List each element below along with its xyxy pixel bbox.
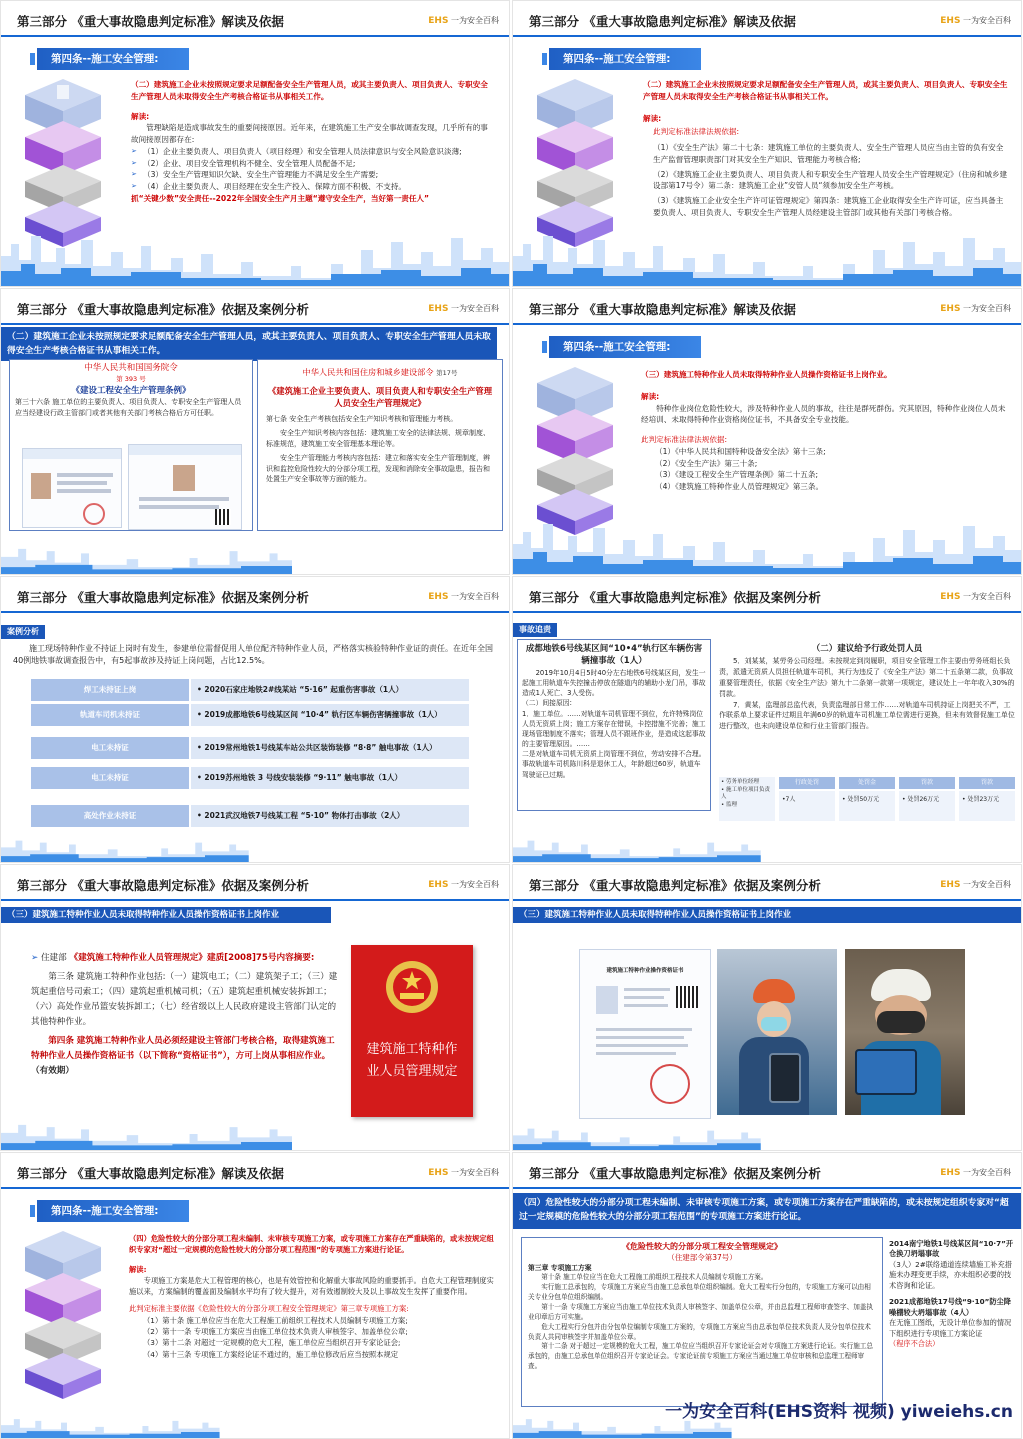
slide-title: 第三部分 《重大事故隐患判定标准》依据及案例分析 xyxy=(529,1166,821,1181)
section-tag: 第四条--施工安全管理: xyxy=(37,48,189,70)
article-paragraph: 危大工程实行分包并由分包单位编制专项施工方案的，专项施工方案应当由总承包单位技术负责人及分包单位技术负责人共同审核签字并加盖单位公章。 xyxy=(528,1322,871,1341)
brand-logo: EHS 一为安全百科 xyxy=(428,304,499,314)
regulation-panel xyxy=(521,1237,883,1407)
header-divider xyxy=(1,323,509,325)
slide-header xyxy=(1,289,509,327)
city-skyline-graphic xyxy=(513,828,761,862)
order-number: 第 393 号 xyxy=(116,374,146,383)
city-skyline-graphic xyxy=(513,1116,761,1150)
interpretation-paragraph: 管理缺陷是造成事故发生的重要间接原因。近年来，在建筑施工生产安全事故调查发现，几乎所有的事故间接原因都存在: xyxy=(131,123,488,145)
list-item: （2）第十一条 专项施工方案应当由施工单位技术负责人审核签字、加盖单位公章; xyxy=(143,1327,408,1337)
city-skyline-graphic xyxy=(1,828,249,862)
article-3: 第三条 建筑施工特种作业包括:（一）建筑电工；（二）建筑架子工；（三）建筑起重信号司索工；（四）建筑起重机械司机；（五）建筑起重机械安装拆卸工；（六）高处作业吊篮安装拆卸工；（七）经省级以上人民政府建设主管部门认定的其他特种作业。 xyxy=(31,972,338,1028)
slide-title: 第三部分 《重大事故隐患判定标准》依据及案例分析 xyxy=(17,302,309,317)
slide-title: 第三部分 《重大事故隐患判定标准》解读及依据 xyxy=(17,14,284,29)
case-title: 2014南宁地铁1号线某区间“10·7”开仓换刀坍塌事故 xyxy=(889,1239,1014,1259)
slide-title: 第三部分 《重大事故隐患判定标准》依据及案例分析 xyxy=(529,590,821,605)
interpretation-label: 解读: xyxy=(129,1264,147,1274)
brand-logo: EHS 一为安全百科 xyxy=(940,1168,1011,1178)
violation-type: 高处作业未持证 xyxy=(31,805,189,827)
penalty-table xyxy=(719,777,1015,821)
slide-title: 第三部分 《重大事故隐患判定标准》解读及依据 xyxy=(17,1166,284,1181)
slide-header xyxy=(513,577,1021,615)
slide-2 xyxy=(512,0,1022,287)
list-item: （3）《建设工程安全生产管理条例》第二十五条; xyxy=(655,470,819,480)
table-cell: • 处罚23万元 xyxy=(959,791,1015,821)
slide-title: 第三部分 《重大事故隐患判定标准》依据及案例分析 xyxy=(17,878,309,893)
violation-type: 焊工未持证上岗 xyxy=(31,679,189,701)
slide-header xyxy=(1,865,509,903)
regulation-book-cover xyxy=(351,945,473,1117)
list-item: ➢ （3）安全生产管理知识欠缺、安全生产管理能力不满足安全生产需要; xyxy=(131,169,493,181)
table-cell: •7人 xyxy=(779,791,835,821)
issuer: 中华人民共和国国务院令 xyxy=(84,363,178,373)
case-subheading: （二）间接原因: xyxy=(522,699,572,708)
case-panel xyxy=(517,639,711,811)
slide-3 xyxy=(0,288,510,575)
header-divider xyxy=(1,1187,509,1189)
header-divider xyxy=(513,35,1021,37)
slide-10 xyxy=(512,1152,1022,1439)
header-divider xyxy=(1,899,509,901)
article-paragraph: 安全生产管理能力考核内容包括：建立和落实安全生产管理制度，辨识和监控危险性较大的分部分项工程，发现和消除安全事故隐患，报告和处置生产安全事故等方面的能力。 xyxy=(266,454,490,484)
table-header: 罚款 xyxy=(899,777,955,789)
table-row xyxy=(31,767,469,789)
slide-header xyxy=(513,1,1021,39)
article-4: 第四条 建筑施工特种作业人员必须经建设主管部门考核合格，取得建筑施工特种作业人员操作资格证书（以下简称“资格证书”），方可上岗从事相应作业。 （有效期） xyxy=(31,1036,335,1077)
violation-type: 电工未持证 xyxy=(31,767,189,789)
slide-body xyxy=(131,79,493,205)
list-item: （1）《中华人民共和国特种设备安全法》第十三条; xyxy=(655,446,826,456)
stacked-cubes-graphic xyxy=(19,1225,107,1400)
slide-8 xyxy=(512,864,1022,1151)
list-item: （4）《建筑施工特种作业人员管理规定》第三条。 xyxy=(655,482,824,492)
certificate-title: 建筑施工特种作业操作资格证书 xyxy=(606,968,684,974)
site-watermark: 一为安全百科(EHS资料 视频) yiweiehs.cn xyxy=(665,1402,1013,1422)
regulation-name: 《建设工程安全生产管理条例》 xyxy=(71,385,191,396)
worker-photo xyxy=(717,949,837,1115)
issuer: 中华人民共和国住房和城乡建设部令 第17号 xyxy=(302,367,458,377)
slide-6 xyxy=(512,576,1022,863)
case-summary: 2019年10月4日5时40分左右地铁6号线某区间，发生一起施工用轨道车失控撞击停放在隧道内的辅助小龙门吊，事故造成1人死亡、3人受伤。 xyxy=(522,668,706,698)
condition-strip: （三）建筑施工特种作业人员未取得特种作业人员操作资格证书上岗作业 xyxy=(513,907,1021,923)
interpretation-label: 解读: xyxy=(643,113,662,123)
accountability-label: 事故追责 xyxy=(513,623,557,637)
list-item: （1）《安全生产法》第二十七条：建筑施工单位的主要负责人、安全生产管理人员应当由主管的负有安全生产监督管理职责部门对其安全生产知识、管理能力考核合格; xyxy=(653,143,1004,164)
slide-title: 第三部分 《重大事故隐患判定标准》依据及案例分析 xyxy=(17,590,309,605)
table-row xyxy=(31,805,469,827)
penalty-paragraph: 5．刘某某，某劳务公司经理。未按规定到岗履职，项目安全管理工作主要由劳务班组长负责，派遣无资质人员担任轨道车司机，其行为违反了《安全生产法》第二十五条第二款，负事故重要管理责任，依据《安全生产法》第九十二条第一款第一项规定，建议处上一年年收入30%的罚款。 xyxy=(719,657,1015,698)
slide-1 xyxy=(0,0,510,287)
legal-basis-title: 此判定标准法律法规依据: xyxy=(641,435,728,445)
table-row xyxy=(31,704,469,726)
slide-body xyxy=(641,369,1007,493)
condition-strip: （四）危险性较大的分部分项工程未编制、未审核专项施工方案，或专项施工方案存在严重缺陷的，或未按规定组织专家对“超过一定规模的危险性较大的分部分项工程范围”的专项施工方案进行论证。 xyxy=(513,1193,1021,1229)
city-skyline-graphic xyxy=(513,216,1022,286)
condition-heading: （四）危险性较大的分部分项工程未编制、未审核专项施工方案，或专项施工方案存在严重缺陷的，或未按规定组织专家对“超过一定规模的危险性较大的分部分项工程范围”的专项施工方案进行论证。 xyxy=(129,1234,494,1255)
excerpt-intro: ➢ 住建部 《建筑施工特种作业人员管理规定》建质[2008]75号内容摘要: xyxy=(31,953,315,963)
city-skyline-graphic xyxy=(1,216,510,286)
condition-heading: （三）建筑施工特种作业人员未取得特种作业人员操作资格证书上岗作业。 xyxy=(641,370,892,379)
regulation-excerpt xyxy=(31,951,343,1079)
accident-case: • 2019成都地铁6号线某区间 “10·4” 轨行区车辆伤害辆撞事故（1人） xyxy=(191,704,469,726)
list-item: ➢ （4）企业主要负责人、项目经理在安全生产投入、保障方面不积极、不支持。 xyxy=(131,181,493,193)
certificate-image xyxy=(128,444,242,530)
article-paragraph: 安全生产知识考核内容包括：建筑施工安全的法律法规、规章制度、标准规范，建筑施工安全管理基本理论等。 xyxy=(266,429,490,448)
table-header: 处罚金 xyxy=(839,777,895,789)
city-skyline-graphic xyxy=(513,504,1022,574)
header-divider xyxy=(1,35,509,37)
article-heading: 第七条 安全生产考核包括安全生产知识考核和管理能力考核。 xyxy=(266,414,458,423)
header-divider xyxy=(513,1187,1021,1189)
section-tag: 第四条--施工安全管理: xyxy=(549,48,701,70)
penalty-title: （二）建议给予行政处罚人员 xyxy=(811,644,923,654)
header-divider xyxy=(513,323,1021,325)
section-tag: 第四条--施工安全管理: xyxy=(37,1200,189,1222)
slide-4 xyxy=(512,288,1022,575)
city-skyline-graphic xyxy=(1,534,292,574)
case-title: 2021成都地铁17号线“9·10”防尘降噪棚较大坍塌事故（4人） xyxy=(889,1297,1011,1317)
case-text: （3人）2#联络通道连续墙施工补充措施未办理变更手续，亦未组织必要的技术咨询和论证。 xyxy=(889,1259,1012,1290)
condition-strip: （二）建筑施工企业未按照规定要求足额配备安全生产管理人员，或其主要负责人、项目负责人、专职安全生产管理人员未取得安全生产考核合格证书从事相关工作。 xyxy=(1,327,497,361)
table-header: 行政处罚 xyxy=(779,777,835,789)
chapter-title: 第三章 专项施工方案 xyxy=(528,1264,592,1272)
slide-body xyxy=(643,79,1009,219)
certificate-image xyxy=(22,448,122,528)
accident-case: • 2019常州地铁1号线某车站公共区装饰装修 “8·8” 触电事故（1人） xyxy=(191,737,469,759)
slide-title: 第三部分 《重大事故隐患判定标准》解读及依据 xyxy=(529,302,796,317)
list-item: （3）《建筑施工企业安全生产许可证管理规定》第四条：建筑施工企业取得安全生产许可证，应当具备主要负责人、项目负责人、专职安全生产管理人员经建设主管部门或其他有关部门考核合格。 xyxy=(653,196,1004,217)
national-emblem-icon xyxy=(382,957,442,1017)
table-cell: • 劳务单位经理 • 施工单位项目负责人 • 监理 xyxy=(719,777,775,821)
brand-logo: EHS 一为安全百科 xyxy=(940,880,1011,890)
table-header: 罚款 xyxy=(959,777,1015,789)
case-cause: 1．施工单位。……对轨道车司机管理不到位，允许特殊岗位人员无资质上岗；施工方案存在错误，卡控措施不完善；施工现场管理制度不落实；管理人员不跟班作业，是造成这起事故的主要管理原因。…… xyxy=(522,709,706,749)
accident-case: • 2019苏州地铁 3 号线安装装修 “9·11” 触电事故（1人） xyxy=(191,767,469,789)
article-paragraph: 实行施工总承包的，专项施工方案应当由施工总承包单位组织编制。危大工程实行分包的，专项施工方案可以由相关专业分包单位组织编制。 xyxy=(528,1283,871,1301)
brand-logo: EHS 一为安全百科 xyxy=(940,304,1011,314)
city-skyline-graphic xyxy=(1,1408,220,1438)
case-title: 成都地铁6号线某区间“10•4”轨行区车辆伤害辆撞事故（1人） xyxy=(525,644,703,666)
table-row xyxy=(31,737,469,759)
brand-logo: EHS 一为安全百科 xyxy=(940,592,1011,602)
accident-case: • 2021武汉地铁7号线某工程 “5·10” 物体打击事故（2人） xyxy=(191,805,469,827)
legal-basis-title: 此判定标准主要依据《危险性较大的分部分项工程安全管理规定》第三章专项施工方案: xyxy=(129,1304,409,1314)
article-paragraph: 第十二条 对于超过一定规模的危大工程，施工单位应当组织召开专家论证会对专项施工方案进行论证。实行施工总承包的，由施工总承包单位组织召开专家论证会。专家论证前专项施工方案应当通过施工单位审核和总监理工程师审查。 xyxy=(528,1342,873,1371)
right-regulation-panel xyxy=(257,359,503,531)
brand-logo: EHS 一为安全百科 xyxy=(428,1168,499,1178)
slide-5 xyxy=(0,576,510,863)
regulation-name: 《建筑施工企业主要负责人、项目负责人和专职安全生产管理人员安全生产管理规定》 xyxy=(267,385,493,409)
list-item: （2）《安全生产法》第三十条; xyxy=(655,458,758,468)
slide-header xyxy=(1,1,509,39)
slide-title: 第三部分 《重大事故隐患判定标准》解读及依据 xyxy=(529,14,796,29)
city-skyline-graphic xyxy=(1,1110,292,1150)
brand-logo: EHS 一为安全百科 xyxy=(940,16,1011,26)
list-item: ➢ （2）企业、项目安全管理机构不健全、安全管理人员配备不足; xyxy=(131,158,493,170)
condition-heading: （二）建筑施工企业未按照规定要求足额配备安全生产管理人员，或其主要负责人、项目负责人、专职安全生产管理人员未取得安全生产考核合格证书从事相关工作。 xyxy=(643,80,1008,101)
list-item: （2）《建筑施工企业主要负责人、项目负责人和专职安全生产管理人员安全生产管理规定》（住房和城乡建设部第17号令）第二条：建筑施工企业”安管人员“须参加安全生产考核。 xyxy=(653,169,1008,191)
penalty-paragraph: 7．黄某，监理部总监代表，负责监理部日常工作……对轨道车司机持证上岗把关不严，工作联系单上要求证件过期且年满60岁的轨道车司机施工单位需进行更换，但未有效督促施工单位进行整改，也未向建设单位和行业主管部门报告。 xyxy=(719,700,1015,731)
slogan: 抓“关键少数”安全责任--2022年全国安全生产月主题“遵守安全生产，当好第一责任人” xyxy=(131,193,429,203)
cause-list xyxy=(131,146,493,193)
interpretation-label: 解读: xyxy=(641,391,660,401)
slide-9 xyxy=(0,1152,510,1439)
case-column xyxy=(889,1239,1017,1349)
slide-header xyxy=(513,865,1021,903)
left-regulation-panel xyxy=(9,359,253,531)
legal-basis-title: 此判定标准法律法规依据: xyxy=(653,127,740,137)
slide-7 xyxy=(0,864,510,1151)
list-item: （4）第十三条 专项施工方案经论证不通过的，施工单位修改后应当按照本规定 xyxy=(143,1349,399,1359)
brand-logo: EHS 一为安全百科 xyxy=(428,16,499,26)
condition-strip: （三）建筑施工特种作业人员未取得特种作业人员操作资格证书上岗作业 xyxy=(1,907,331,923)
violation-type: 轨道车司机未持证 xyxy=(31,704,189,726)
article-paragraph: 第十一条 专项施工方案应当由施工单位技术负责人审核签字、加盖单位公章，并由总监理工程师审查签字、加盖执业印章后方可实施。 xyxy=(528,1302,873,1321)
article-paragraph: 第十条 施工单位应当在危大工程施工前组织工程技术人员编制专项施工方案。 xyxy=(541,1273,768,1282)
slide-header xyxy=(1,577,509,615)
slide-header xyxy=(1,1153,509,1191)
case-analysis-label: 案例分析 xyxy=(1,625,45,639)
condition-heading: （二）建筑施工企业未按照规定要求足额配备安全生产管理人员，或其主要负责人、项目负责人、专职安全生产管理人员未取得安全生产考核合格证书从事相关工作。 xyxy=(131,80,488,101)
list-item: （3）第十二条 对超过一定规模的危大工程，施工单位应当组织召开专家论证会; xyxy=(143,1338,401,1348)
worker-photo xyxy=(845,949,965,1115)
brand-logo: EHS 一为安全百科 xyxy=(428,592,499,602)
slide-header xyxy=(513,289,1021,327)
case-cause: 二是对轨道车司机无资质上岗管理不到位，劳动安排不合理。事故轨道车司机陈川科是退休工人，年龄超过60岁，轨道车驾驶证已过期。 xyxy=(522,750,706,779)
interpretation-paragraph: 专项施工方案是危大工程管理的核心，也是有效管控和化解重大事故风险的重要抓手。自危大工程管理制度实施以来，方案编制的覆盖面及编制水平均有了较大提升，对有效遏制较大及以上事故发生发挥了重要作用。 xyxy=(129,1275,494,1297)
slide-header xyxy=(513,1153,1021,1191)
table-cell: • 处罚50万元 xyxy=(839,791,895,821)
regulation-number: （住建部令第37号） xyxy=(667,1253,737,1262)
header-divider xyxy=(513,611,1021,613)
article-text: 第三十六条 施工单位的主要负责人、项目负责人、专职安全生产管理人员应当经建设行政主管部门或者其他有关部门考核合格后方可任职。 xyxy=(15,398,242,417)
header-divider xyxy=(513,899,1021,901)
case-note: （程序不合法） xyxy=(889,1338,940,1348)
slide-title: 第三部分 《重大事故隐患判定标准》依据及案例分析 xyxy=(529,878,821,893)
brand-logo: EHS 一为安全百科 xyxy=(428,880,499,890)
slide-body xyxy=(129,1233,497,1360)
header-divider xyxy=(1,611,509,613)
operation-certificate-image xyxy=(579,949,711,1119)
penalty-section xyxy=(719,643,1015,732)
list-item: （1）第十条 施工单位应当在危大工程施工前组织工程技术人员编制专项施工方案; xyxy=(143,1315,408,1325)
accident-case: • 2020石家庄地铁2#线某站 “5·16” 起重伤害事故（1人） xyxy=(191,679,469,701)
book-title: 建筑施工特种作业人员管理规定 xyxy=(366,1042,458,1080)
list-item: ➢ （1）企业主要负责人、项目负责人（项目经理）和安全管理人员法律意识与安全风险意识淡薄; xyxy=(131,146,493,158)
violation-type: 电工未持证 xyxy=(31,737,189,759)
case-text: 在无施工图纸，无设计单位参加的情况下组织进行专项施工方案论证 xyxy=(889,1318,1012,1338)
table-row xyxy=(31,679,469,701)
case-paragraph: 施工现场特种作业不持证上岗时有发生，参建单位需督促用人单位配齐特种作业人员，严格落实核验特种作业证的责任。在近年全国40例地铁事故调查报告中，有5起事故涉及持证上岗问题，占比12.5%。 xyxy=(13,644,493,666)
interpretation-paragraph: 特种作业岗位危险性较大，涉及特种作业人员的事故，往往是群死群伤。究其原因，特种作业岗位人员未经培训、未取得特种作业资格岗位证书，不具备安全专业技能。 xyxy=(641,403,1006,425)
table-cell: • 处罚26万元 xyxy=(899,791,955,821)
section-tag: 第四条--施工安全管理: xyxy=(549,336,701,358)
interpretation-label: 解读: xyxy=(131,111,150,121)
regulation-name: 《危险性较大的分部分项工程安全管理规定》 xyxy=(622,1242,782,1251)
